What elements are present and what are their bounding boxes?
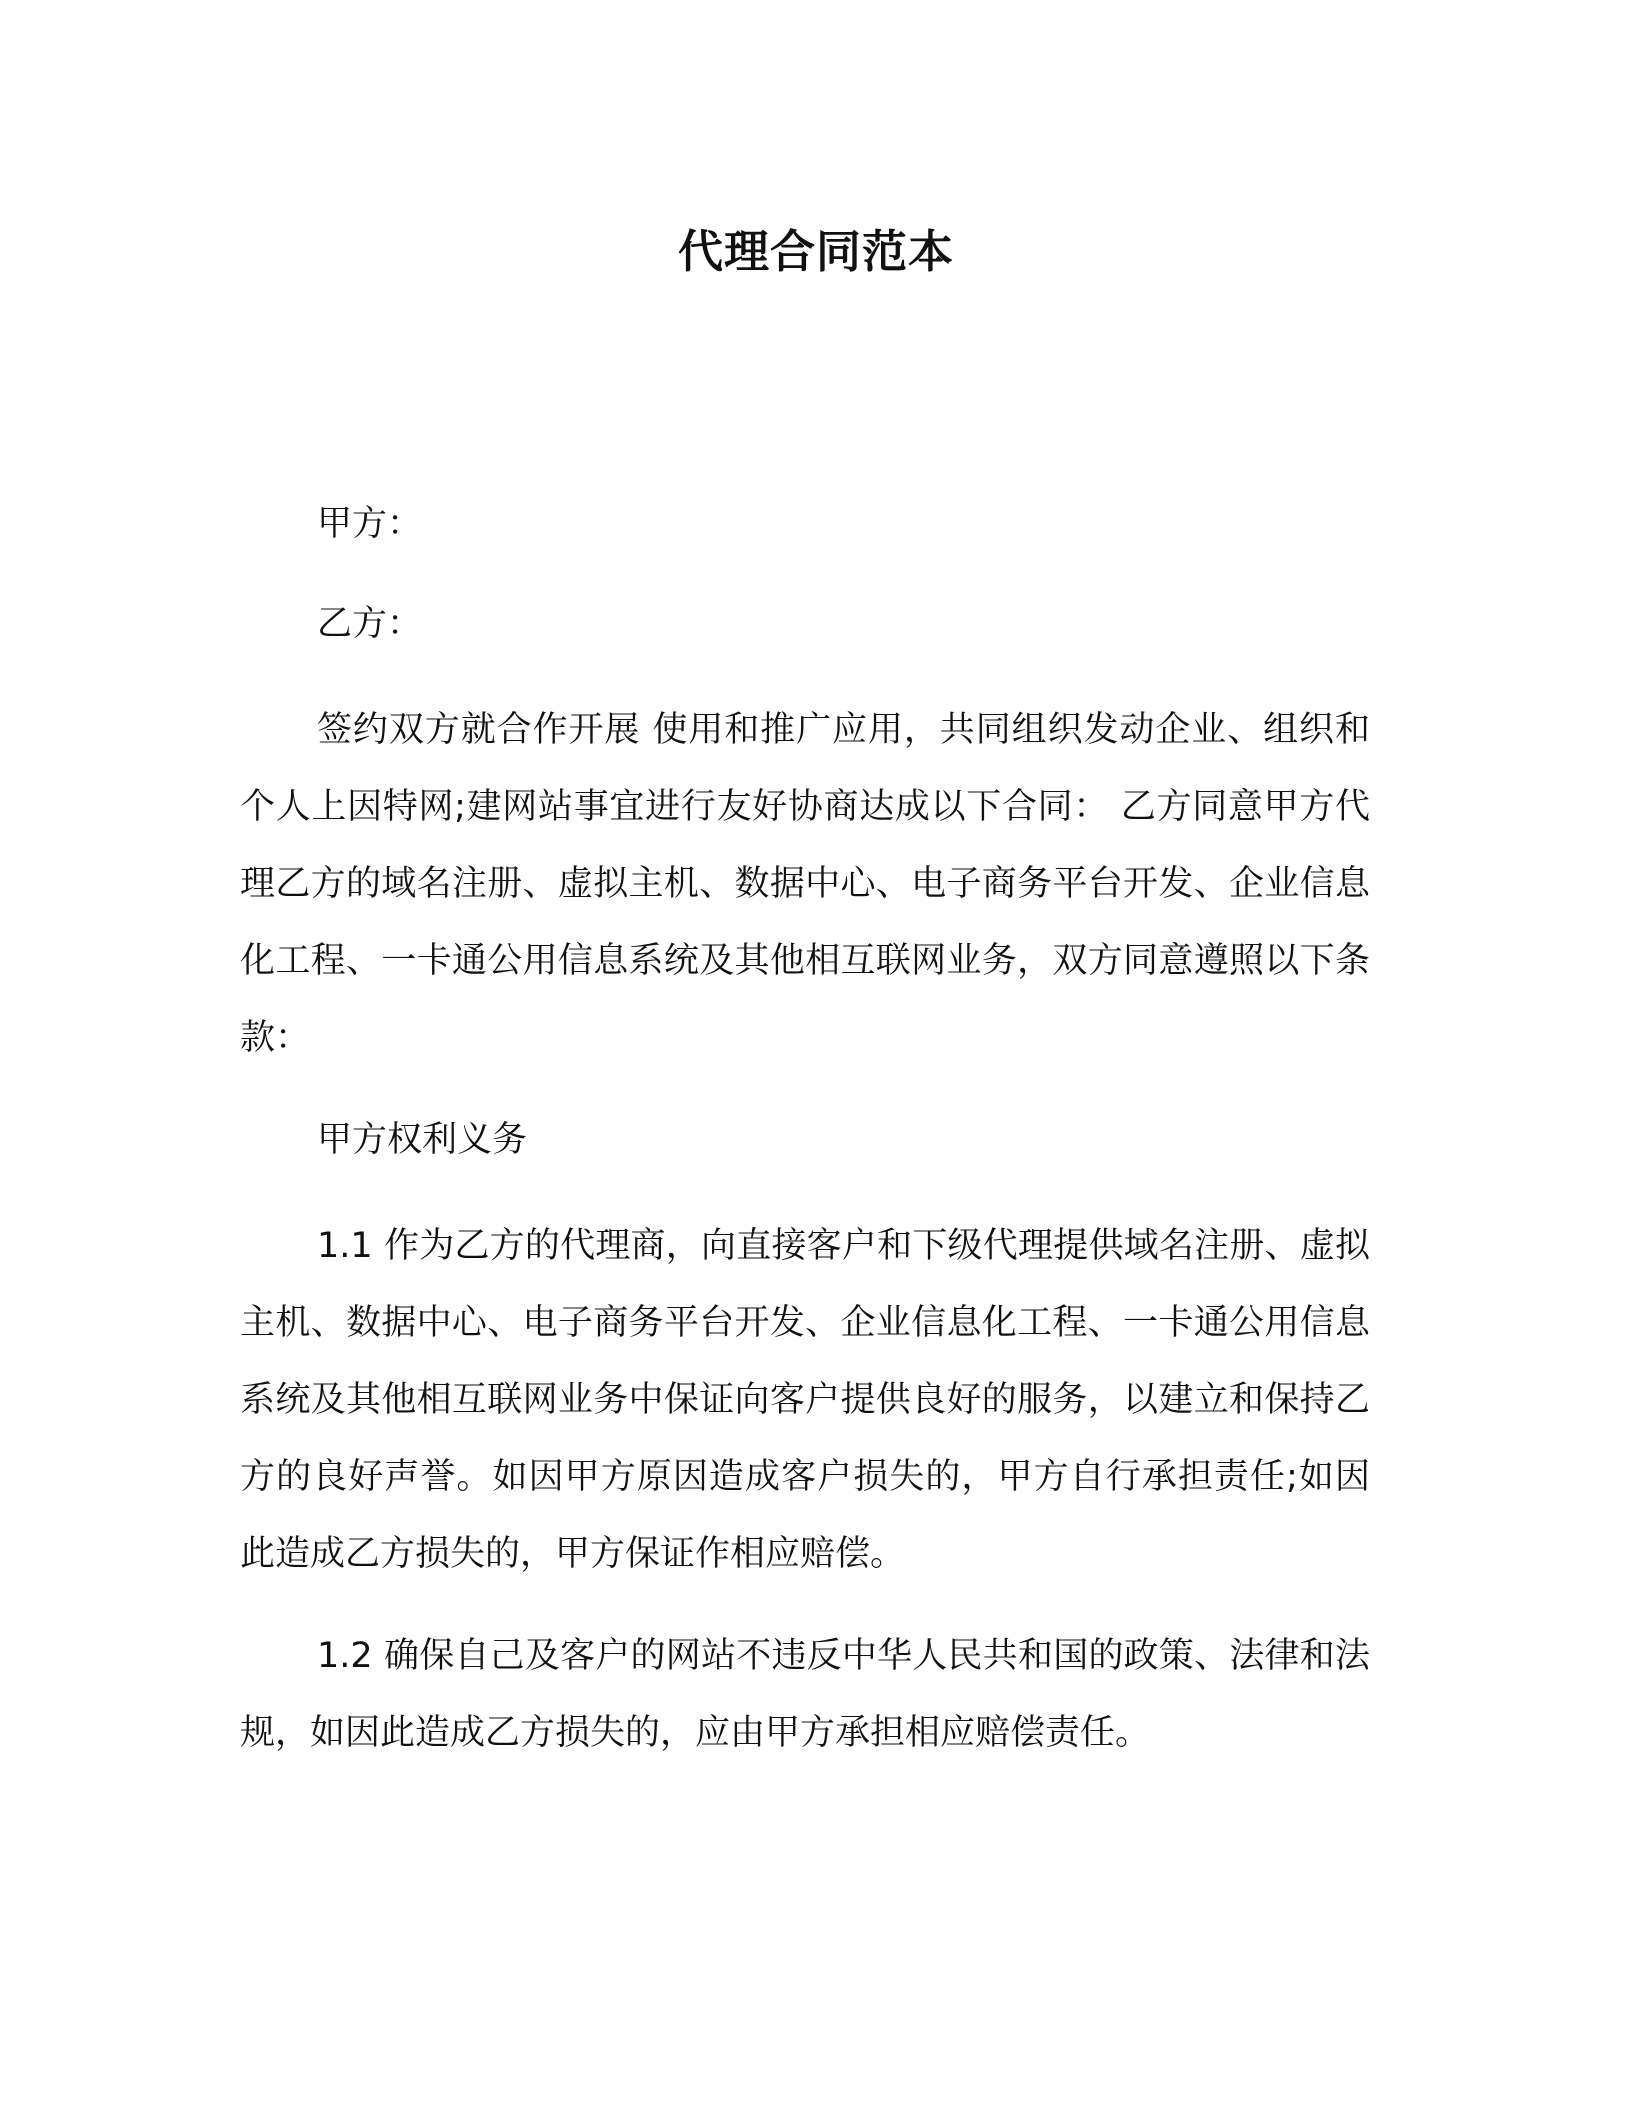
document-title: 代理合同范本: [677, 225, 954, 278]
party-b-label: 乙方：: [317, 604, 423, 644]
party-a-label: 甲方：: [317, 504, 423, 544]
section-heading-party-a-rights: 甲方权利义务: [317, 1120, 528, 1160]
clause-1-2: 1.2 确保自己及客户的网站不违反中华人民共和国的政策、法律和法规，如因此造成乙方损失的，应由甲方承担相应赔偿责任。: [240, 1636, 1370, 1753]
intro-paragraph: 签约双方就合作开展 使用和推广应用，共同组织发动企业、组织和个人上因特网;建网站事宜进行友好协商达成以下合同： 乙方同意甲方代理乙方的域名注册、虚拟主机、数据中心、电子商务平台开发、企业信息化工程、一卡通公用信息系统及其他相互联网业务，双方同意遵照以下条款：: [240, 710, 1370, 1058]
clause-1-1: 1.1 作为乙方的代理商，向直接客户和下级代理提供域名注册、虚拟主机、数据中心、电子商务平台开发、企业信息化工程、一卡通公用信息系统及其他相互联网业务中保证向客户提供良好的服务，以建立和保持乙方的良好声誉。如因甲方原因造成客户损失的，甲方自行承担责任;如因此造成乙方损失的，甲方保证作相应赔偿。: [240, 1226, 1370, 1574]
